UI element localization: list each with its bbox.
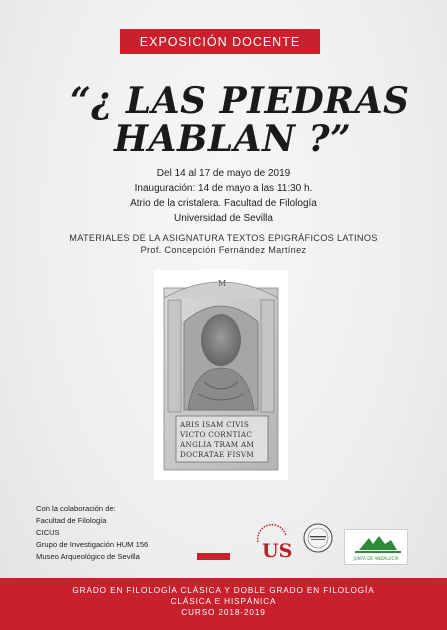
junta-andalucia-logo [344,529,408,565]
collaborator-item: Facultad de Filología [36,516,107,525]
inscription-line: ARIS ISAM CIVIS [180,420,250,429]
cicus-seal-logo [302,522,334,554]
inscription-line: VICTO CORNTIAC [180,430,253,439]
event-info [60,166,387,226]
collaboration-block [36,503,148,563]
event-location: Atrio de la cristalera. Facultad de Filología [130,198,317,209]
universidad-sevilla-logo [252,524,292,562]
materials-info [26,232,421,256]
exhibition-badge: EXPOSICIÓN DOCENTE [120,29,320,54]
event-dates: Del 14 al 17 de mayo de 2019 [156,168,291,179]
footer-banner [0,578,447,630]
materials-subject: MATERIALES DE LA ASIGNATURA TEXTOS EPIGRÁFICOS LATINOS [69,233,378,243]
inscription-line: ANGLIA TRAM AM [180,440,255,449]
inscription-line: DOCRATAE FISVM [180,450,254,459]
event-university: Universidad de Sevilla [174,213,273,224]
funerary-stele-image [154,270,288,480]
footer-line-2: CLÁSICA E HISPÁNICA [170,597,277,606]
decorative-bar [197,553,230,560]
collaborator-item: CICUS [36,528,60,537]
event-inauguration: Inauguración: 14 de mayo a las 11:30 h. [134,183,313,194]
poster-title [60,80,410,160]
svg-text:M: M [218,279,227,288]
collaborator-item: Museo Arqueológico de Sevilla [36,552,140,561]
svg-text:US: US [262,540,292,562]
svg-text:JUNTA DE ANDALUCIA: JUNTA DE ANDALUCIA [353,556,399,561]
title-line-2: HABLAN ?” [114,118,352,160]
materials-professor: Prof. Concepción Fernández Martínez [140,245,307,255]
footer-line-3: CURSO 2018-2019 [181,608,266,617]
collaborator-item: Grupo de Investigación HUM 156 [36,540,149,549]
title-line-1: “¿ LAS PIEDRAS [70,80,410,122]
footer-line-1: GRADO EN FILOLOGÍA CLÁSICA Y DOBLE GRADO EN FILOLOGÍA [72,586,375,595]
collaboration-heading: Con la colaboración de: [36,504,116,513]
